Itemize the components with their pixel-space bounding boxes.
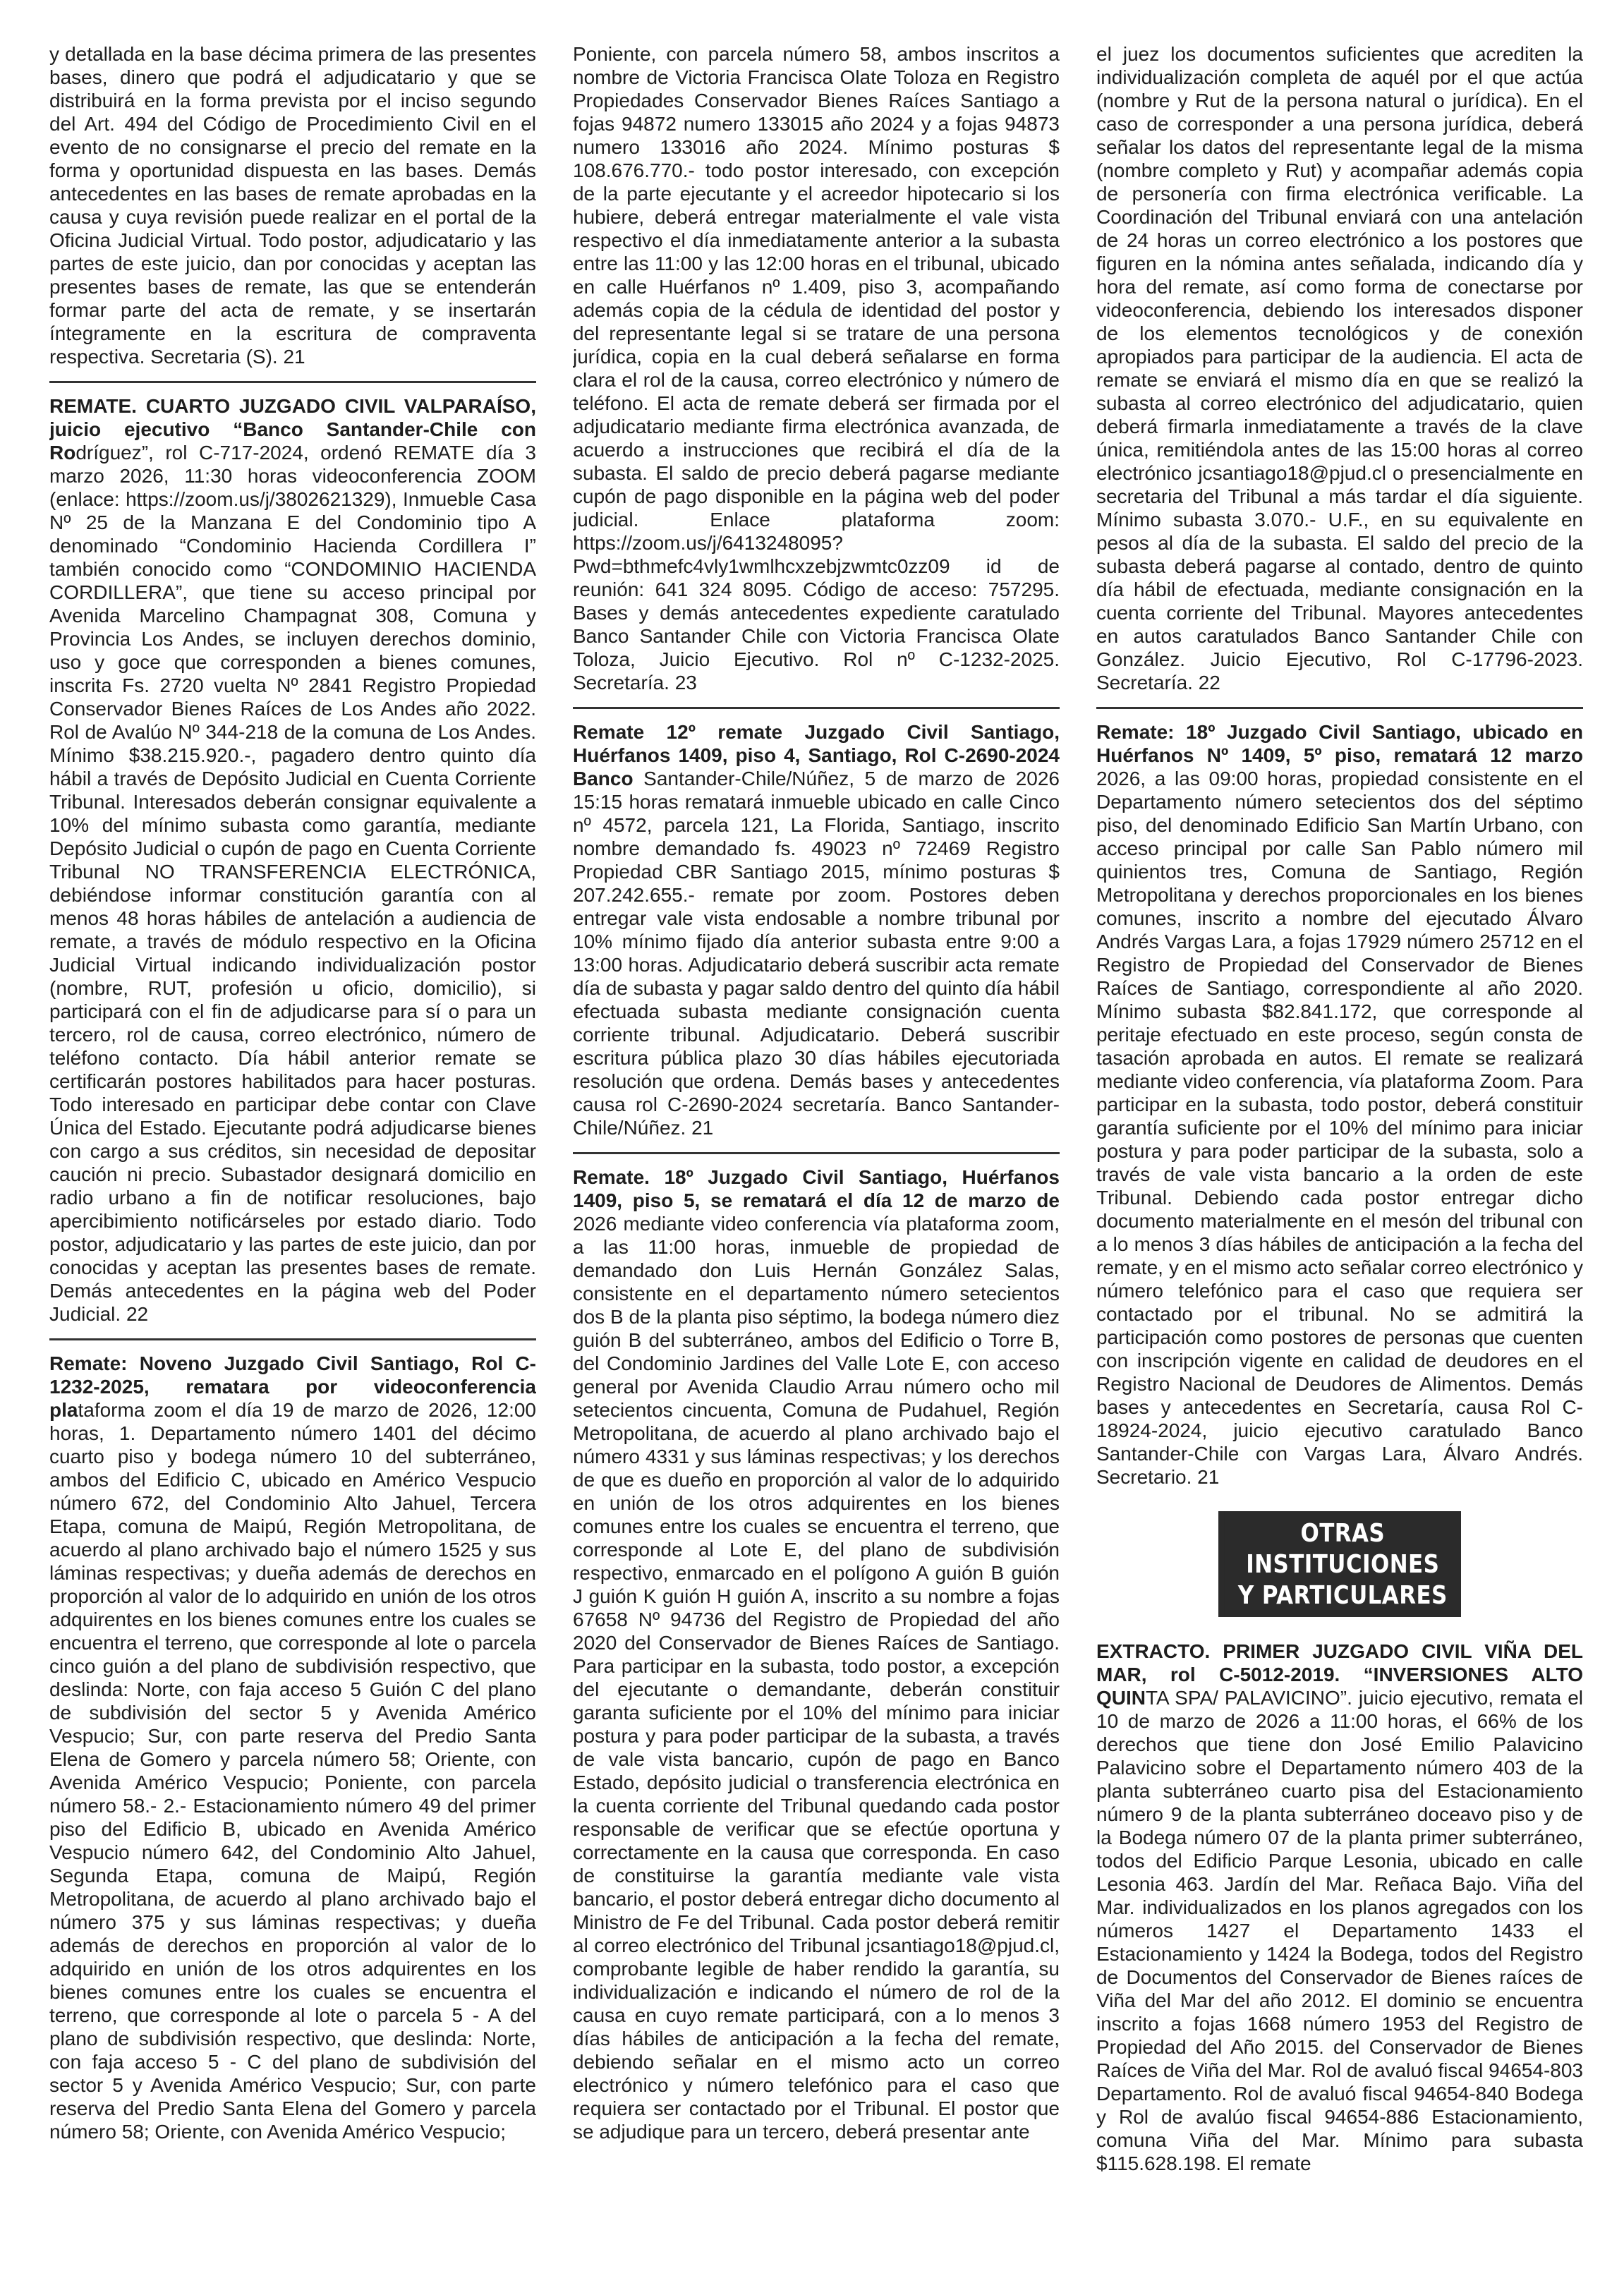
- notice-body: el juez los documentos suficientes que acrediten la individualización completa de aquél por el que actúa (nombre y Rut de la persona natural o jurídica). En el caso de corresponder a una persona jurídica, deberá señalar los datos del representante legal de la misma (nombre completo y Rut) y acompañar además copia de personería con firma electrónica verificable. La Coordinación del Tribunal enviará con una antelación de 24 horas un correo electrónico a los postores que figuren en la nómina antes señalada, indicando día y hora del remate, así como forma de conectarse por videoconferencia, debiendo los interesados disponer de los elementos tecnológicos y de conexión apropiados para participar de la audiencia. El acta de remate se enviará el mismo día en que se realizó la subasta al correo electrónico del adjudicatario, quien deberá firmarla inmediatamente a través de la clave única, remitiéndola antes de las 15:00 horas al correo electrónico jcsantiago18@pjud.cl o presencialmente en secretaria del Tribunal a más tardar el día siguiente. Mínimo subasta 3.070.- U.F., en su equivalente en pesos al día de la subasta. El saldo del precio de la subasta deberá pagarse al contado, dentro de quinto día hábil de efectuada, mediante consignación en la cuenta corriente del Tribunal. Mayores antecedentes en autos caratulados Banco Santander Chile con González. Juicio Ejecutivo, Rol C-17796-2023. Secretaría. 22: [1096, 43, 1583, 694]
- notice-body: 2026, a las 09:00 horas, propiedad consistente en el Departamento número setecientos dos del séptimo piso, del denominado Edificio San Martín Urbano, con acceso principal por calle San Pablo número mil quinientos tres, Comuna de Santiago, Región Metropolitana y derechos proporcionales en los bienes comunes, inscrito a nombre del ejecutado Álvaro Andrés Vargas Lara, a fojas 17929 número 25712 en el Registro de Propiedad del Conservador de Bienes Raíces de Santiago, correspondiente al año 2020. Mínimo subasta $82.841.172, que corresponde al peritaje efectuado en este proceso, según consta de tasación aprobada en autos. El remate se realizará mediante video conferencia, vía plataforma Zoom. Para participar en la subasta, todo postor, deberá constituir garantía suficiente por el 10% del mínimo para iniciar postura y para poder participar de la subasta, solo a través de vale vista bancario a la orden de este Tribunal. Debiendo cada postor entregar dicho documento materialmente en el mesón del tribunal con a lo menos 3 días hábiles de anticipación a la fecha del remate, y en el mismo acto señalar correo electrónico y número telefónico para el caso que requiera ser contactado por el tribunal. No se admitirá la participación como postores de personas que cuenten con inscripción vigente en calidad de deudores en el Registro Nacional de Deudores de Alimentos. Demás bases y antecedentes en Secretaría, causa Rol C-18924-2024, juicio ejecutivo caratulado Banco Santander-Chile con Vargas Lara, Álvaro Andrés. Secretario. 21: [1096, 768, 1583, 1488]
- notice-body: y detallada en la base décima primera de las presentes bases, dinero que podrá el adjudicatario y que se distribuirá en la forma prevista por el inciso segundo del Art. 494 del Código de Procedimiento Civil en el evento de no consignarse el precio del remate en la forma y oportunidad dispuesta en las bases. Demás antecedentes en las bases de remate aprobadas en la causa y cuya revisión puede realizar en el portal de la Oficina Judicial Virtual. Todo postor, adjudicatario y las partes de este juicio, dan por conocidas y aceptan las presentes bases de remate, las que se entenderán formar parte del acta de remate, y se insertarán íntegramente en la escritura de compraventa respectiva. Secretaria (S). 21: [49, 43, 536, 368]
- notice-body: dríguez”, rol C-717-2024, ordenó REMATE día 3 marzo 2026, 11:30 horas videoconferencia ZOOM (enlace: https://zoom.us/j/3802621329), Inmueble Casa Nº 25 de la Manzana E del Condominio tipo A denominado “Condominio Hacienda Cordillera I” también conocido como “CONDOMINIO HACIENDA CORDILLERA”, que tiene su acceso principal por Avenida Marcelino Champagnat 308, Comuna y Provincia Los Andes, se incluyen derechos dominio, uso y goce que corresponden a bienes comunes, inscrita Fs. 2720 vuelta Nº 2841 Registro Propiedad Conservador Bienes Raíces de Los Andes año 2022. Rol de Avalúo Nº 344-218 de la comuna de Los Andes. Mínimo $38.215.920.-, pagadero dentro quinto día hábil a través de Depósito Judicial en Cuenta Corriente Tribunal. Interesados deberán consignar equivalente a 10% del mínimo subasta como garantía, mediante Depósito Judicial o cupón de pago en Cuenta Corriente Tribunal NO TRANSFERENCIA ELECTRÓNICA, debiéndose informar constitución garantía con al menos 48 horas hábiles de antelación a audiencia de remate, a través de módulo respectivo en la Oficina Judicial Virtual indicando individualización postor (nombre, RUT, profesión u oficio, domicilio), si participará con el fin de adjudicarse para sí o para un tercero, rol de causa, correo electrónico, número de teléfono contacto. Día hábil anterior remate se certificarán postores habilitados para hacer posturas. Todo interesado en participar debe contar con Clave Única del Estado. Ejecutante podrá adjudicarse bienes con cargo a sus créditos, sin necesidad de depositar caución ni precio. Subastador designará domicilio en radio urbano a fin de notificar resoluciones, bajo apercibimiento notificárseles por estado diario. Todo postor, adjudicatario y las partes de este juicio, dan por conocidas y aceptan las presentes bases de remate. Demás antecedentes en la página web del Poder Judicial. 22: [49, 442, 536, 1325]
- notice-body: Poniente, con parcela número 58, ambos inscritos a nombre de Victoria Francisca Olate Toloza en Registro Propiedades Conservador Bienes Raíces Santiago a fojas 94872 numero 133015 año 2024 y a fojas 94873 numero 133016 año 2024. Mínimo posturas $ 108.676.770.- todo postor interesado, con excepción de la parte ejecutante y el acreedor hipotecario si los hubiere, deberá entregar materialmente el vale vista respectivo el día inmediatamente anterior a la subasta entre las 11:00 y las 12:00 horas en el tribunal, ubicado en calle Huérfanos nº 1.409, piso 3, acompañando además copia de la cédula de identidad del postor y del representante legal si se tratare de una persona jurídica, copia en la cual deberá señalarse en forma clara el rol de la causa, correo electrónico y número de teléfono. El acta de remate deberá ser firmada por el adjudicatario mediante firma electrónica avanzada, de acuerdo a instrucciones que recibirá el día de la subasta. El saldo de precio deberá pagarse mediante cupón de pago disponible en la página web del poder judicial. Enlace plataforma zoom: https://zoom.us/j/6413248095?Pwd=bthmefc4vly1wmlhcxzebjzwmtc0zz09 id de reunión: 641 324 8095. Código de acceso: 757295. Bases y demás antecedentes expediente caratulado Banco Santander Chile con Victoria Francisca Olate Toloza, Juicio Ejecutivo. Rol nº C-1232-2025. Secretaría. 23: [573, 43, 1060, 694]
- notice-heading: Remate: Noveno Juzgado Civil Santiago, Rol C-1232-2025, rematara por videoconferencia pla: [49, 1352, 536, 1421]
- notice-divider: [49, 1338, 536, 1340]
- notice-heading: Remate. 18º Juzgado Civil Santiago, Huérfanos 1409, piso 5, se rematará el día 12 de marzo de: [573, 1166, 1060, 1211]
- notice-continuation: [1096, 42, 1583, 694]
- notice-18-juzgado-gonzalez: [573, 1165, 1060, 2143]
- notice-vina-del-mar: [1096, 1640, 1583, 2175]
- notice-noveno-juzgado: [49, 1352, 536, 2143]
- notice-heading: Remate: 18º Juzgado Civil Santiago, ubicado en Huérfanos Nº 1409, 5º piso, rematará 12 marzo: [1096, 721, 1583, 766]
- notice-heading: Remate 12º remate Juzgado Civil Santiago, Huérfanos 1409, piso 4, Santiago, Rol C-2690-2024 Banco: [573, 721, 1060, 789]
- notice-valparaiso: [49, 394, 536, 1326]
- section-banner-line-2: Y PARTICULARES: [1237, 1581, 1448, 1610]
- column-1: [49, 42, 536, 2265]
- notice-continuation: [573, 42, 1060, 694]
- column-2: [573, 42, 1060, 2265]
- notice-body: Santander-Chile/Núñez, 5 de marzo de 2026 15:15 horas rematará inmueble ubicado en calle Cinco nº 4572, parcela 121, La Florida, Santiago, inscrito nombre demandado fs. 49023 nº 72469 Registro Propiedad CBR Santiago 2015, mínimo posturas $ 207.242.655.- remate por zoom. Postores deben entregar vale vista endosable a nombre tribunal por 10% mínimo fijado día anterior subasta entre 9:00 a 13:00 horas. Adjudicatario deberá suscribir acta remate día de subasta y pagar saldo dentro del quinto día hábil efectuada subasta mediante consignación cuenta corriente tribunal. Adjudicatario. Deberá suscribir escritura pública plazo 30 días hábiles ejecutoriada resolución que ordena. Demás bases y antecedentes causa rol C-2690-2024 secretaría. Banco Santander-Chile/Núñez. 21: [573, 768, 1060, 1139]
- notice-heading: REMATE. CUARTO JUZGADO CIVIL VALPARAÍSO, juicio ejecutivo “Banco Santander-Chile con Ro: [49, 395, 536, 464]
- notice-heading: EXTRACTO. PRIMER JUZGADO CIVIL VIÑA DEL MAR, rol C-5012-2019. “INVERSIONES ALTO QUIN: [1096, 1640, 1583, 1709]
- column-3: [1096, 42, 1583, 2265]
- notice-body: 2026 mediante video conferencia vía plataforma zoom, a las 11:00 horas, inmueble de propiedad de demandado don Luis Hernán González Salas, consistente en el departamento número setecientos dos B de la planta piso séptimo, la bodega número diez guión B del subterráneo, ambos del Edificio o Torre B, del Condominio Jardines del Valle Lote E, con acceso general por Avenida Claudio Arrau número ocho mil setecientos cincuenta, Comuna de Pudahuel, Región Metropolitana, de acuerdo al plano archivado bajo el número 4331 y sus láminas respectivas; y los derechos de que es dueño en proporción al valor de lo adquirido en unión de los otros adquirentes en los bienes comunes entre los cuales se encuentra el terreno, que corresponde al Lote E, del plano de subdivisión respectivo, enmarcado en el polígono A guión B guión J guión K guión H guión A, inscrito a su nombre a fojas 67658 Nº 94736 del Registro de Propiedad del año 2020 del Conservador de Bienes Raíces de Santiago. Para participar en la subasta, todo postor, a excepción del ejecutante o demandante, deberán constituir garanta suficiente por el 10% del mínimo para iniciar postura y para poder participar de la subasta, a través de vale vista bancario, cupón de pago en Banco Estado, depósito judicial o transferencia electrónica en la cuenta corriente del Tribunal quedando cada postor responsable de verificar que se efectúe oportuna y correctamente en la causa que corresponda. En caso de constituirse la garantía mediante vale vista bancario, el postor deberá entregar dicho documento al Ministro de Fe del Tribunal. Cada postor deberá remitir al correo electrónico del Tribunal jcsantiago18@pjud.cl, comprobante legible de haber rendido la garantía, su individualización e indicando el número de rol de la causa en cuyo remate participará, con a lo menos 3 días hábiles de anticipación a la fecha del remate, debiendo señalar en el mismo acto un correo electrónico y número telefónico para el caso que requiera ser contactado por el Tribunal. El postor que se adjudique para un tercero, deberá presentar ante: [573, 1213, 1060, 2143]
- section-banner: [1218, 1511, 1461, 1617]
- notice-divider: [1096, 707, 1583, 709]
- notice-divider: [573, 707, 1060, 709]
- notice-body: TA SPA/ PALAVICINO”. juicio ejecutivo, remata el 10 de marzo de 2026 a 11:00 horas, el 66% de los derechos que tiene don José Emilio Palavicino Palavicino sobre el Departamento número 403 de la planta subterráneo cuarto pisa del Estacionamiento número 9 de la planta subterráneo doceavo piso y de la Bodega número 07 de la planta primer subterráneo, todos del Edificio Parque Lesonia, ubicado en calle Lesonia 463. Jardín del Mar. Reñaca Bajo. Viña del Mar. individualizados en los planos agregados con los números 1427 el Departamento 1433 el Estacionamiento y 1424 la Bodega, todos del Registro de Documentos del Conservador de Bienes raíces de Viña del Mar del año 2012. El dominio se encuentra inscrito a fojas 1668 número 1953 del Registro de Propiedad del Año 2015. del Conservador de Bienes Raíces de Viña del Mar. Rol de avaluó fiscal 94654-803 Departamento. Rol de avaluó fiscal 94654-840 Bodega y Rol de avalúo fiscal 94654-886 Estacionamiento, comuna Viña del Mar. Mínimo para subasta $115.628.198. El remate: [1096, 1687, 1583, 2174]
- notice-continuation: [49, 42, 536, 368]
- section-banner-line-1: OTRAS INSTITUCIONES: [1246, 1519, 1440, 1579]
- newspaper-page: [49, 42, 1583, 2265]
- notice-18-juzgado-vargas: [1096, 720, 1583, 1489]
- notice-12-juzgado: [573, 720, 1060, 1139]
- notice-body: taforma zoom el día 19 de marzo de 2026, 12:00 horas, 1. Departamento número 1401 del décimo cuarto piso y bodega número 10 del subterráneo, ambos del Edificio C, ubicado en Américo Vespucio número 672, del Condominio Alto Jahuel, Tercera Etapa, comuna de Maipú, Región Metropolitana, de acuerdo al plano archivado bajo el número 1525 y sus láminas respectivas; y dueña además de derechos en proporción al valor de lo adquirido en unión de los otros adquirentes en los bienes comunes entre los cuales se encuentra el terreno, que corresponde al lote o parcela cinco guión a del plano de subdivisión respectivo, que deslinda: Norte, con faja acceso 5 Guión C del plano de subdivisión del sector 5 y Avenida Américo Vespucio; Sur, con parte reserva del Predio Santa Elena de Gomero y parcela número 58; Oriente, con Avenida Américo Vespucio; Poniente, con parcela número 58.- 2.- Estacionamiento número 49 del primer piso del Edificio B, ubicado en Avenida Américo Vespucio número 642, del Condominio Alto Jahuel, Segunda Etapa, comuna de Maipú, Región Metropolitana, de acuerdo al plano archivado bajo el número 375 y sus láminas respectivas; y dueña además de derechos en proporción al valor de lo adquirido en unión de los otros adquirentes en los bienes comunes entre los cuales se encuentra el terreno, que corresponde al lote o parcela 5 - A del plano de subdivisión respectivo, que deslinda: Norte, con faja acceso 5 - C del plano de subdivisión del sector 5 y Avenida Américo Vespucio; Sur, con parte reserva del Predio Santa Elena del Gomero y parcela número 58; Oriente, con Avenida Américo Vespucio;: [49, 1399, 536, 2143]
- notice-divider: [49, 381, 536, 383]
- notice-divider: [573, 1152, 1060, 1154]
